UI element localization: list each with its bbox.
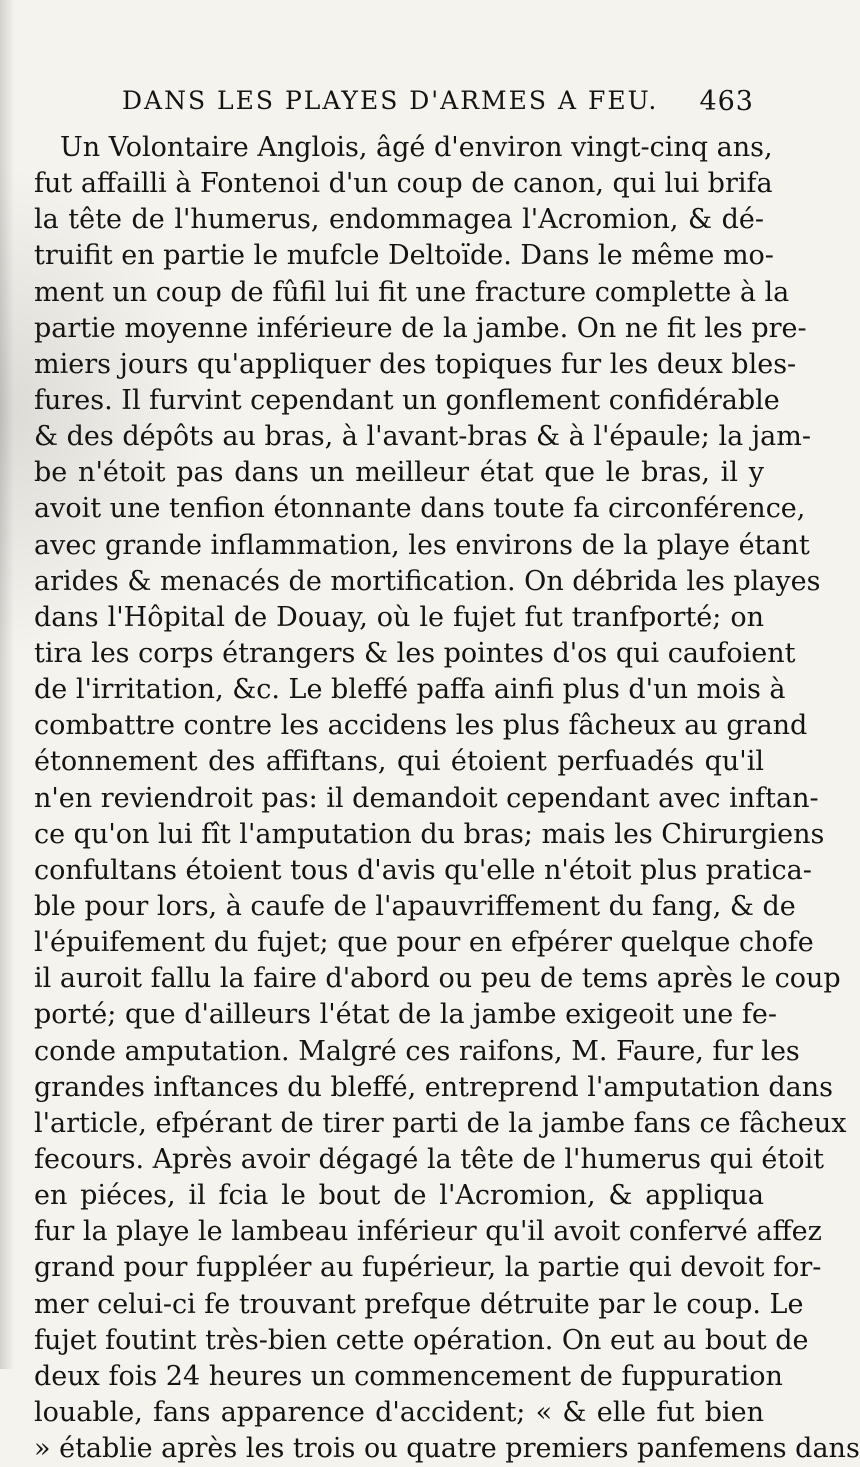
text-line: arides & menacés de mortification. On débrida les playes bbox=[34, 565, 821, 597]
text-line: » établie après les trois ou quatre premiers panfemens dans bbox=[34, 1433, 860, 1465]
text-line: dans l'Hôpital de Douay, où le fujet fut tranfporté; on bbox=[34, 601, 764, 633]
text-line: & des dépôts au bras, à l'avant-bras & à l'épaule; la jam- bbox=[34, 421, 811, 453]
text-line: de l'irritation, &c. Le bleffé paffa ainfi plus d'un mois à bbox=[34, 674, 786, 706]
text-line: truifit en partie le mufcle Deltoïde. Dans le même mo- bbox=[34, 240, 774, 272]
text-line: conde amputation. Malgré ces raifons, M. Faure, fur les bbox=[34, 1035, 800, 1067]
text-line: be n'étoit pas dans un meilleur état que le bras, il y bbox=[34, 457, 764, 489]
text-line: l'épuifement du fujet; que pour en efpérer quelque chofe bbox=[34, 927, 814, 959]
page-number: 463 bbox=[699, 86, 754, 117]
text-line: fur la playe le lambeau inférieur qu'il avoit confervé affez bbox=[34, 1216, 822, 1248]
text-line: ce qu'on lui fît l'amputation du bras; mais les Chirurgiens bbox=[34, 818, 825, 850]
text-line: combattre contre les accidens les plus fâcheux au grand bbox=[34, 710, 808, 742]
text-line: mer celui-ci fe trouvant prefque détruite par le coup. Le bbox=[34, 1288, 804, 1320]
text-line: miers jours qu'appliquer des topiques fur les deux bles- bbox=[34, 348, 797, 380]
text-line: grandes inftances du bleffé, entreprend l'amputation dans bbox=[34, 1071, 833, 1103]
text-line: étonnement des affiftans, qui étoient perfuadés qu'il bbox=[34, 746, 764, 778]
running-head bbox=[34, 86, 764, 126]
text-line: n'en reviendroit pas: il demandoit cependant avec inftan- bbox=[34, 782, 819, 814]
text-line: louable, fans apparence d'accident; « & elle fut bien bbox=[34, 1396, 764, 1428]
text-line: fures. Il furvint cependant un gonflement confidérable bbox=[34, 384, 780, 416]
body-text bbox=[34, 130, 860, 1467]
text-line: partie moyenne inférieure de la jambe. On ne fit les pre- bbox=[34, 312, 807, 344]
text-line: porté; que d'ailleurs l'état de la jambe exigeoit une fe- bbox=[34, 999, 777, 1031]
text-line: avoit une tenfion étonnante dans toute fa circonférence, bbox=[34, 493, 806, 525]
text-line: l'article, efpérant de tirer parti de la jambe fans ce fâcheux bbox=[34, 1107, 847, 1139]
text-line: en piéces, il fcia le bout de l'Acromion, & appliqua bbox=[34, 1180, 764, 1212]
text-line: tira les corps étrangers & les pointes d'os qui caufoient bbox=[34, 637, 796, 669]
text-line: deux fois 24 heures un commencement de fuppuration bbox=[34, 1360, 783, 1392]
text-line: Un Volontaire Anglois, âgé d'environ vingt-cinq ans, bbox=[60, 132, 773, 163]
text-line: grand pour fuppléer au fupérieur, la partie qui devoit for- bbox=[34, 1252, 822, 1284]
text-line: ble pour lors, à caufe de l'apauvriffement du fang, & de bbox=[34, 890, 796, 922]
text-line: il auroit fallu la faire d'abord ou peu de tems après le coup bbox=[34, 963, 841, 995]
text-line: ment un coup de fûfil lui fit une fracture complette à la bbox=[34, 276, 790, 308]
text-line: fut affailli à Fontenoi d'un coup de canon, qui lui brifa bbox=[34, 168, 773, 200]
text-line: fujet foutint très-bien cette opération. On eut au bout de bbox=[34, 1324, 809, 1356]
text-line: la tête de l'humerus, endommagea l'Acromion, & dé- bbox=[34, 204, 764, 236]
text-line: confultans étoient tous d'avis qu'elle n'étoit plus pratica- bbox=[34, 854, 812, 886]
text-line: fecours. Après avoir dégagé la tête de l'humerus qui étoit bbox=[34, 1143, 825, 1175]
running-title: DANS LES PLAYES D'ARMES A FEU. bbox=[122, 86, 659, 115]
text-line: avec grande inflammation, les environs de la playe étant bbox=[34, 529, 810, 561]
